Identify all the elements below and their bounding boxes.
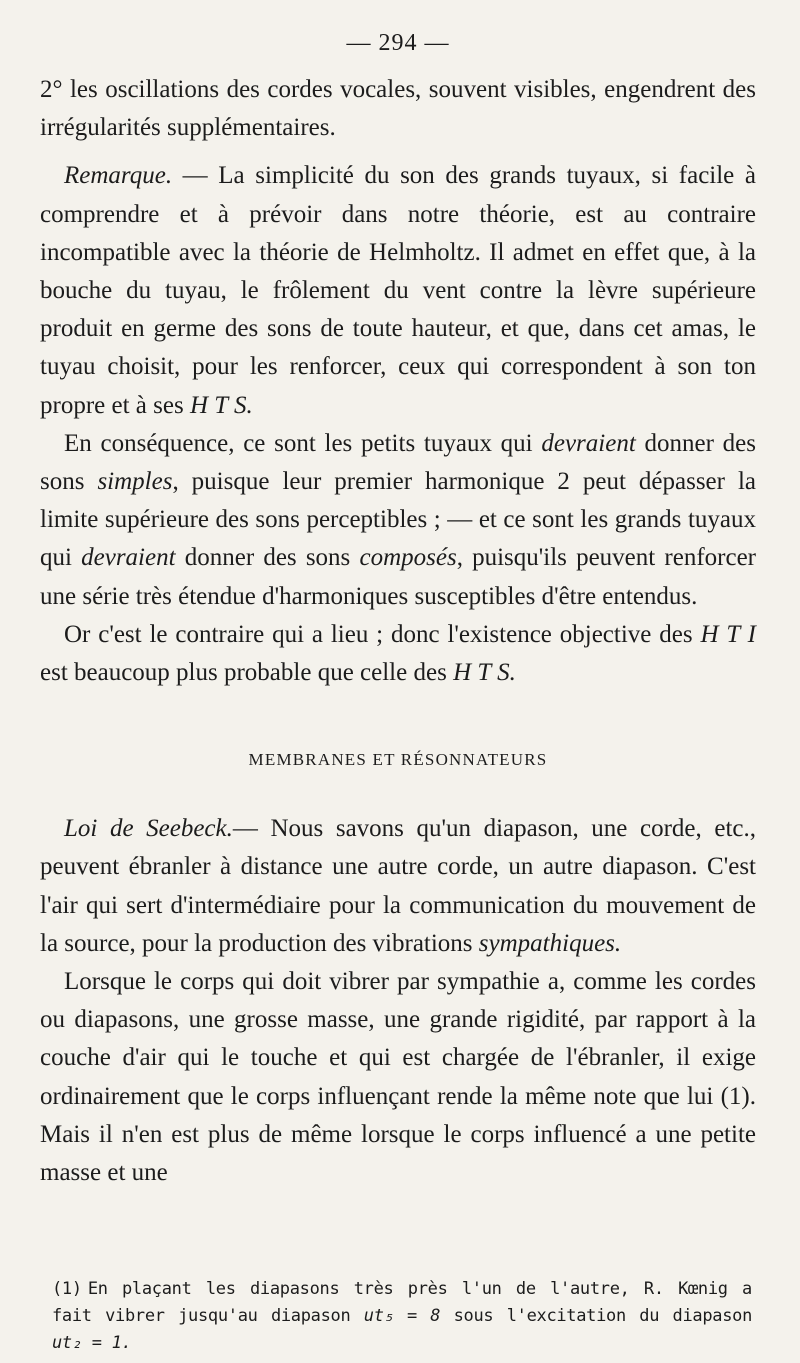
footnote xyxy=(52,1276,752,1357)
consequence-text-a: En conséquence, ce sont les petits tuyaux qui xyxy=(64,429,542,457)
paragraph-consequence xyxy=(40,425,756,616)
contraire-text-b: est beaucoup plus probable que celle des xyxy=(40,659,454,687)
paragraph-oscillations: 2° les oscillations des cordes vocales, souvent visibles, engendrent des irrégularités supplémentaires. xyxy=(40,76,756,142)
remarque-label: Remarque. xyxy=(64,162,173,190)
paragraph-seebeck xyxy=(40,810,756,963)
footnote-text-b: sous l'excitation du diapason xyxy=(440,1306,753,1326)
footnote-ut5: ut₅ = 8 xyxy=(363,1306,441,1326)
hts-term: H T S. xyxy=(189,391,253,419)
footnote-ut2: ut₂ = 1. xyxy=(52,1333,132,1353)
consequence-text-e: , puisqu'ils peuvent renforcer une série très étendue d'harmoniques susceptibles d'être entendus. xyxy=(40,544,756,610)
emphasis-devraient: devraient xyxy=(541,429,636,457)
seebeck-label: Loi de Seebeck. xyxy=(64,815,233,843)
paragraph-contraire xyxy=(40,616,756,692)
consequence-text-b: donner des sons xyxy=(40,429,756,496)
seebeck-text: — Nous savons qu'un diapason, une corde, etc., peuvent ébranler à distance une autre corde, un autre diapason. C'est l'air qui sert d'intermédiaire pour la communication du mouvement de la source, pour la production des vibrations xyxy=(40,815,756,957)
emphasis-simples: simples xyxy=(97,468,173,496)
contraire-text-a: Or c'est le contraire qui a lieu ; donc l'existence objective des xyxy=(64,620,701,648)
consequence-text-c: , puisque leur premier harmonique 2 peut dépasser la limite supérieure des sons perceptibles ; — et ce sont les grands tuyaux qui xyxy=(40,468,757,572)
emphasis-devraient-2: devraient xyxy=(81,544,176,572)
remarque-text: — La simplicité du son des grands tuyaux, si facile à comprendre et à prévoir dans notre théorie, est au contraire incompatible avec la théorie de Helmholtz. Il admet en effet que, à la bouche du tuyau, le frôlement du vent contre la lèvre supérieure produit en germe des sons de toute hauteur, et que, dans cet amas, le tuyau choisit, pour les renforcer, ceux qui correspondent à son ton propre et à ses xyxy=(40,162,756,419)
hti-term: H T I xyxy=(700,620,756,648)
footnote-ref: (1) xyxy=(52,1279,82,1299)
consequence-text-d: donner des sons xyxy=(175,544,360,572)
footnote-text-a: En plaçant les diapasons très près l'un de l'autre, R. Kœnig a fait vibrer jusqu'au diapason xyxy=(52,1279,752,1326)
section-heading: MEMBRANES ET RÉSONNATEURS xyxy=(248,750,548,770)
emphasis-sympathiques: sympathiques. xyxy=(478,929,622,957)
page-number: — 294 — xyxy=(346,30,450,56)
paragraph-remarque xyxy=(40,157,756,424)
hts-term-2: H T S. xyxy=(453,659,516,687)
emphasis-composes: composés xyxy=(359,544,457,572)
paragraph-lorsque: Lorsque le corps qui doit vibrer par sympathie a, comme les cordes ou diapasons, une grosse masse, une grande rigidité, par rapport à la couche d'air qui le touche et qui est chargée de l'ébranler, il exige ordinairement que le corps influençant rende la même note que lui (1). Mais il n'en est plus de même lorsque le corps influencé a une petite masse et une xyxy=(40,968,756,1187)
